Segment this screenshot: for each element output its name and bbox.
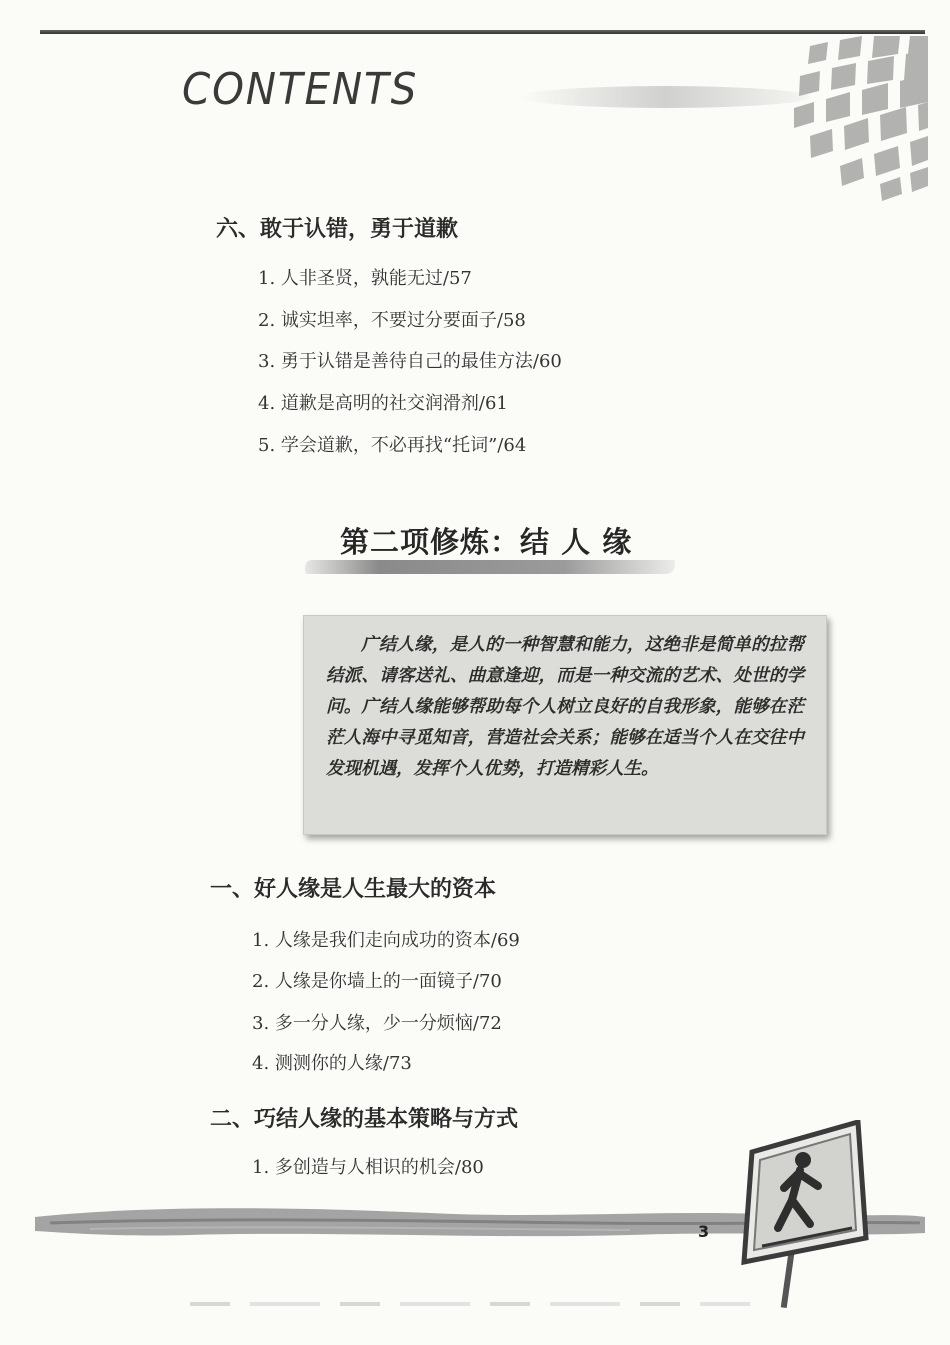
toc-entry: 1. 人非圣贤，孰能无过/57 [258,268,472,289]
perspective-grid-decoration [770,36,930,206]
pedestrian-sign-icon [730,1120,870,1310]
toc-entry: 2. 人缘是你墙上的一面镜子/70 [252,971,502,992]
chapter-title-underline [305,560,675,574]
toc-entry: 1. 人缘是我们走向成功的资本/69 [252,930,520,951]
toc-entry: 3. 多一分人缘，少一分烦恼/72 [252,1013,502,1034]
top-rule [40,30,925,34]
title-smudge-decoration [520,86,810,108]
chapter-title: 第二项修炼：结 人 缘 [340,525,633,559]
section-heading-6: 六、敢于认错，勇于道歉 [216,217,459,242]
toc-entry: 4. 道歉是高明的社交润滑剂/61 [258,393,508,414]
chapter-intro-text: 广结人缘，是人的一种智慧和能力，这绝非是简单的拉帮结派、请客送礼、曲意逢迎，而是一种交流的艺术、处世的学问。广结人缘能够帮助每个人树立良好的自我形象，能够在茫茫人海中寻觅知音，营造社会关系；能够在适当个人在交往中发现机遇，发挥个人优势，打造精彩人生。 [326,635,804,779]
page-number: 3 [698,1222,710,1241]
section-heading-1: 一、好人缘是人生最大的资本 [210,877,497,902]
toc-entry: 3. 勇于认错是善待自己的最佳方法/60 [258,351,562,372]
page-title: CONTENTS [182,64,419,115]
toc-entry: 4. 测测你的人缘/73 [252,1053,412,1074]
toc-entry: 5. 学会道歉，不必再找“托词”/64 [258,435,527,456]
bottom-rule-decoration [190,1302,750,1306]
toc-entry: 2. 诚实坦率，不要过分要面子/58 [258,310,526,331]
toc-entry: 1. 多创造与人相识的机会/80 [252,1157,484,1178]
section-heading-2: 二、巧结人缘的基本策略与方式 [210,1107,519,1132]
